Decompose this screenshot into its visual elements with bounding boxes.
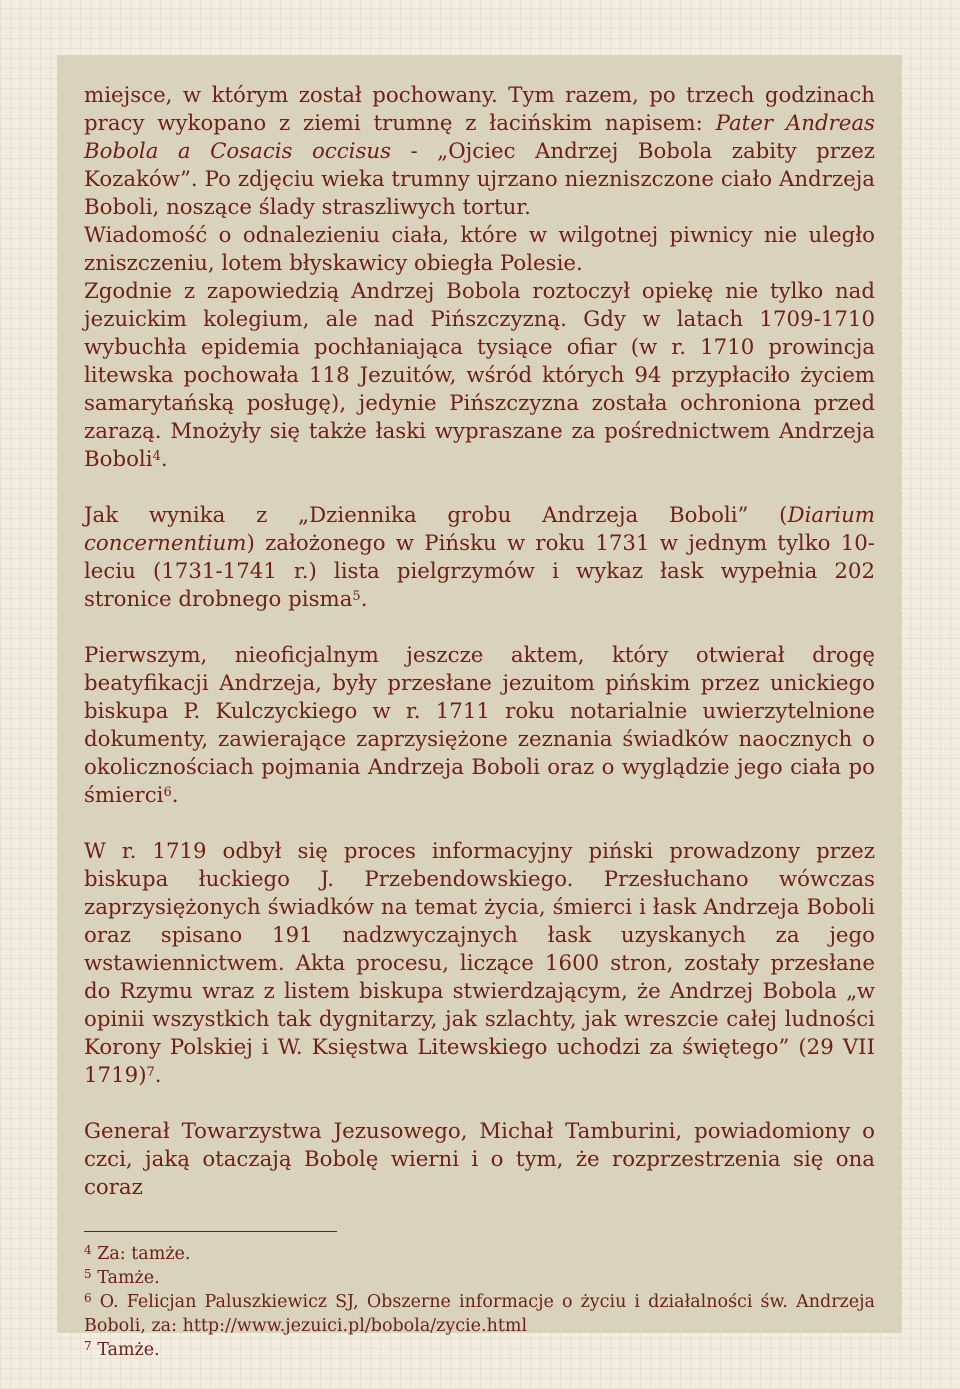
footnote-divider — [84, 1231, 337, 1232]
footnote-7: $^7$ Tamże. — [84, 1339, 160, 1360]
footnote-ref-6: 6 — [163, 785, 172, 800]
footnote-ref-4: 4 — [152, 449, 161, 464]
paragraph-2: Wiadomość o odnalezieniu ciała, które w wilgotnej piwnicy nie uległo zniszczeniu, lotem błyskawicy obiegła Polesie. — [84, 223, 875, 276]
footnote-ref-5: 5 — [352, 589, 361, 604]
paragraph-3: Zgodnie z zapowiedzią Andrzej Bobola roztoczył opiekę nie tylko nad jezuickim kolegium, ale nad Pińszczyzną. Gdy w latach 1709-1710 wybuchła epidemia pochłaniająca tysiące ofiar (w r. 1710 prowincja litewska pochowała 118 Jezuitów, wśród których 94 przypłaciło życiem samarytańską posługę), jedynie Pińszczyzna została ochroniona przed zarazą. Mnożyły się także łaski wypraszane za pośrednictwem Andrzeja Boboli$^4$. — [84, 279, 875, 472]
paragraph-6: W r. 1719 odbył się proces informacyjny piński prowadzony przez biskupa łuckiego J. Przebendowskiego. Przesłuchano wówczas zaprzysiężonych świadków na temat życia, śmierci i łask Andrzeja Boboli oraz spisano 191 nadzwyczajnych łask uzyskanych za jego wstawiennictwem. Akta procesu, liczące 1600 stron, zostały przesłane do Rzymu wraz z listem biskupa stwierdzającym, że Andrzej Bobola „w opinii wszystkich tak dygnitarzy, jak szlachty, jak wreszcie całej ludności Korony Polskiej i W. Księstwa Litewskiego uchodzi za świętego” (29 VII 1719)$^7$. — [84, 839, 875, 1088]
document-page — [57, 55, 902, 1360]
paragraph-5: Pierwszym, nieoficjalnym jeszcze aktem, który otwierał drogę beatyfikacji Andrzeja, były przesłane jezuitom pińskim przez unickiego biskupa P. Kulczyckiego w r. 1711 roku notarialnie uwierzytelnione dokumenty, zawierające zaprzysiężone zeznania świadków naocznych o okolicznościach pojmania Andrzeja Boboli oraz o wyglądzie jego ciała po śmierci$^6$. — [84, 643, 875, 808]
footnote-6: $^6$ O. Felicjan Paluszkiewicz SJ, Obszerne informacje o życiu i działalności św. Andrzeja Boboli, za: http://www.jezuici.pl/bobola/zycie.html — [84, 1291, 875, 1336]
paragraph-4: Jak wynika z „Dziennika grobu Andrzeja Boboli” (Diarium concernentium) założonego w Pińsku w roku 1731 w jednym tylko 10-leciu (1731-1741 r.) lista pielgrzymów i wykaz łask wypełnia 202 stronice drobnego pisma$^5$. — [84, 503, 875, 612]
footnote-ref-7: 7 — [146, 1065, 155, 1080]
paragraph-1: miejsce, w którym został pochowany. Tym razem, po trzech godzinach pracy wykopano z ziemi trumnę z łacińskim napisem: Pater Andreas Bobola a Cosacis occisus - „Ojciec Andrzej Bobola zabity przez Kozaków”. Po zdjęciu wieka trumny ujrzano niezniszczone ciało Andrzeja Boboli, noszące ślady straszliwych tortur. — [84, 83, 876, 220]
diarium-title: Diarium concernentium — [84, 503, 875, 556]
paragraph-7: Generał Towarzystwa Jezusowego, Michał Tamburini, powiadomiony o czci, jaką otaczają Bobolę wierni i o tym, że rozprzestrzenia się ona coraz — [84, 1119, 875, 1200]
footnote-4: $^4$ Za: tamże. — [84, 1243, 191, 1264]
footnote-5: $^5$ Tamże. — [84, 1267, 160, 1288]
latin-inscription: Pater Andreas Bobola a Cosacis occisus — [84, 111, 875, 164]
